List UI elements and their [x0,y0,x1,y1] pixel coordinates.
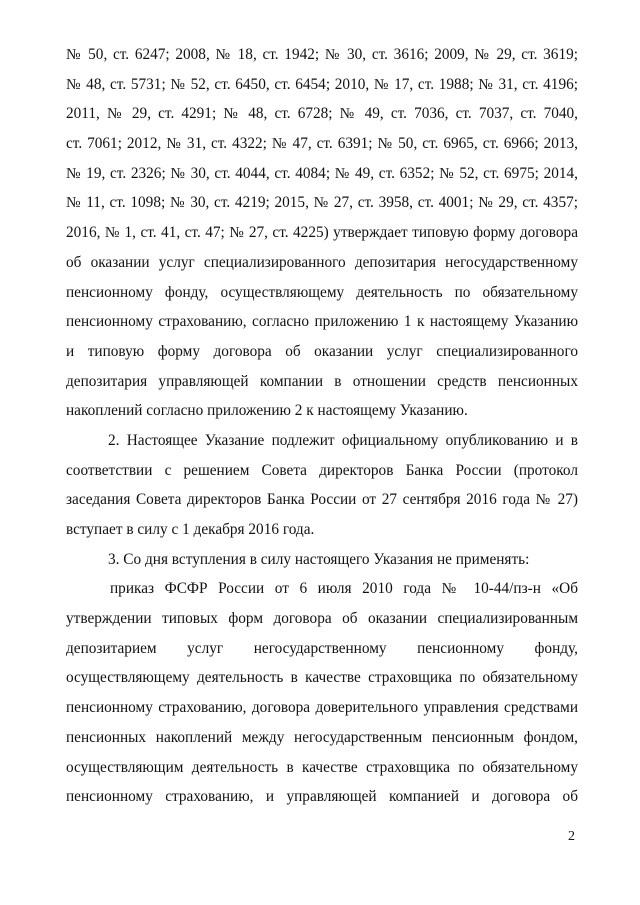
text-line: осуществляющим деятельность в качестве страховщика по обязательному [66,758,578,776]
text-line: осуществляющему деятельность в качестве страховщика по обязательному [66,669,578,687]
text-line: депозитария управляющей компании в отношении средств пенсионных [66,372,578,390]
text-line: и типовую форму договора об оказании услуг специализированного [66,342,578,360]
text-line: вступает в силу с 1 декабря 2016 года. [66,521,315,538]
text-line: пенсионному страхованию, договора доверительного управления средствами [66,699,578,717]
document-body [66,40,578,812]
text-line: утверждении типовых форм договора об оказании специализированным [66,610,578,628]
text-line: пенсионному страхованию, и управляющей компанией и договора об [66,788,578,806]
text-line: пенсионному страхованию, согласно приложению 1 к настоящему Указанию [66,313,578,331]
text-line: депозитарием услуг негосударственному пенсионному фонду, [66,639,578,657]
text-line: № 11, ст. 1098; № 30, ст. 4219; 2015, № 27, ст. 3958, ст. 4001; № 29, ст. 4357; [66,194,578,212]
text-line: накоплений согласно приложению 2 к настоящему Указанию. [66,402,468,420]
text-line: об оказании услуг специализированного депозитария негосударственному [66,253,578,271]
text-line: 2011, № 29, ст. 4291; № 48, ст. 6728; № 49, ст. 7036, ст. 7037, ст. 7040, [66,105,578,123]
page-number: 2 [568,829,575,844]
text-line: № 50, ст. 6247; 2008, № 18, ст. 1942; № 30, ст. 3616; 2009, № 29, ст. 3619; [66,46,578,63]
text-line: ст. 7061; 2012, № 31, ст. 4322; № 47, ст. 6391; № 50, ст. 6965, ст. 6966; 2013, [66,135,578,153]
paragraph-2-first-line: 2. Настоящее Указание подлежит официальному опубликованию и в [108,431,578,449]
text-line: заседания Совета директоров Банка России от 27 сентября 2016 года № 27) [66,491,578,509]
text-line: № 19, ст. 2326; № 30, ст. 4044, ст. 4084; № 49, ст. 6352; № 52, ст. 6975; 2014, [66,164,578,182]
order-paragraph-first-line: приказ ФСФР России от 6 июля 2010 года № 10-44/пз-н «Об [110,580,578,598]
text-line: пенсионных накоплений между негосударственным пенсионным фондом, [66,728,578,746]
text-line: № 48, ст. 5731; № 52, ст. 6450, ст. 6454; 2010, № 17, ст. 1988; № 31, ст. 4196; [66,75,578,93]
paragraph-3-first-line: 3. Со дня вступления в силу настоящего Указания не применять: [108,550,530,568]
text-line: 2016, № 1, ст. 41, ст. 47; № 27, ст. 4225) утверждает типовую форму договора [66,224,578,242]
text-line: соответствии с решением Совета директоров Банка России (протокол [66,461,578,479]
text-line: пенсионному фонду, осуществляющему деятельность по обязательному [66,283,578,301]
